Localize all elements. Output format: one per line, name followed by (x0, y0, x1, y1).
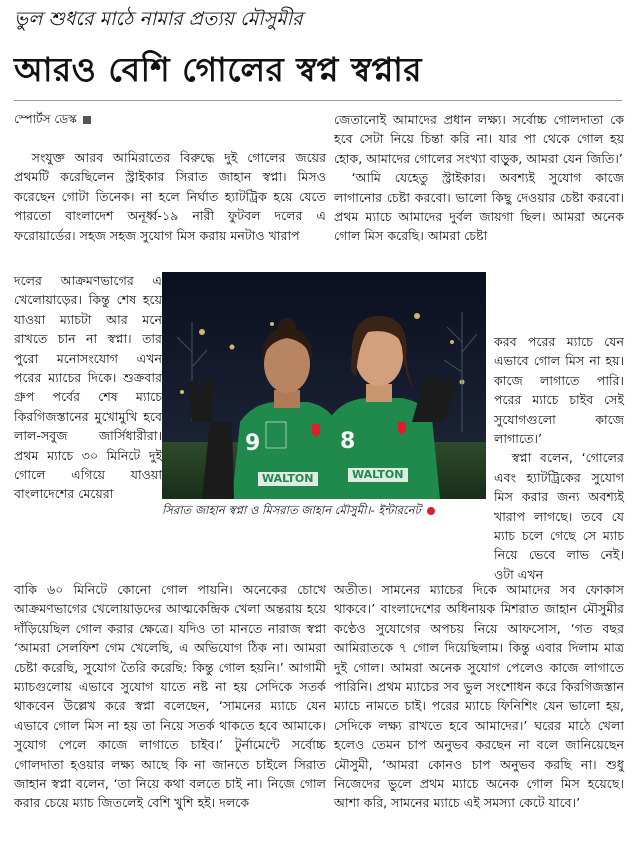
caption-dot-icon (427, 507, 435, 515)
photo-caption (162, 502, 486, 519)
column-2-top (334, 110, 624, 246)
headline: আরও বেশি গোলের স্বপ্ন স্বপ্নার (14, 50, 423, 89)
column-1-top (14, 148, 326, 245)
jersey-number-right: 8 (340, 429, 356, 454)
column-2-side (494, 332, 624, 584)
jersey-number-left: 9 (245, 431, 261, 456)
paragraph: অতীত। সামনের ম্যাচের দিকে আমাদের সব ফোকাস থাকবে।’ বাংলাদেশের অধিনায়ক মিশরাত জাহান মৌসুমীর কণ্ঠেও সুযোগের অপচয় নিয়ে আফসোস, ‘গত বছর আমিরাতকে ৭ গোল দিয়েছিলাম। কিন্তু এবার দিলাম মাত্র দুই গোল। আমরা অনেক সুযোগ পেলেও কাজে লাগাতে পারিনি। প্রথম ম্যাচের সব ভুল সংশোধন করে কিরগিজস্তান ম্যাচে নামতে চাই। পরের ম্যাচে ফিনিশিং যেন ভালো হয়, সেদিকে লক্ষ্য রাখতে হবে আমাদের।’ ঘরের মাঠে খেলা হলেও তেমন চাপ অনুভব করছেন না বলে জানিয়েছেন মৌসুমী, ‘আমরা কোনও চাপ অনুভব করছি না। শুধু নিজেদের ভুলে প্রথম ম্যাচে অনেক গোল মিস হয়েছে। আশা করি, সামনের ম্যাচে এই সমস্যা কেটে যাবে।’ (334, 582, 624, 811)
paragraph: বাকি ৬০ মিনিটে কোনো গোল পায়নি। অনেকের চোখে আক্রমণভাগের খেলোয়াড়দের আত্মকেন্দ্রিক খেলা অন্তরায় হয়ে দাঁড়িয়েছিল গোল করার ক্ষেত্রে। যদিও তা মানতে নারাজ স্বপ্না ‘আমরা সেলফিশ গেম খেলেছি, এ অভিযোগ ঠিক না। আমরা চেষ্টা করেছি, সুযোগ তৈরি করেছি: কিন্তু গোল হয়নি।’ আগামী ম্যাচগুলোয় এভাবে সুযোগ যাতে নষ্ট না হয় সেদিকে সতর্ক থাকবেন উল্লেখ করে স্বপ্না বলেছেন, ‘সামনের ম্যাচে যেন এভাবে গোল মিস না হয় তা নিয়ে সতর্ক থাকতে হবে আমাকে। সুযোগ পেলে কাজে লাগাতে চাইব।’ টুর্নামেন্টে সর্বোচ্চ গোলদাতা হওয়ার লক্ষ্য আছে কি না জানতে চাইলে সিরাত জাহান স্বপ্না বলেন, ‘তা নিয়ে কথা বলতে চাই না। নিজে গোল করার চেয়ে ম্যাচ জিতলেই বেশি খুশি হই। দলকে (14, 582, 326, 811)
column-1-side (14, 271, 162, 504)
column-1-bottom (14, 580, 326, 813)
sponsor-logo-right: WALTON (352, 468, 404, 481)
byline (14, 110, 91, 128)
paragraph: স্বপ্না বলেন, ‘গোলের এবং হ্যাটট্রিকের সুযোগ মিস করার জন্য অবশ্যই খারাপ লাগছে। তবে যে ম্যাচ চলে গেছে সে ম্যাচ নিয়ে ভেবে লাভ নেই। ওটা এখন (494, 450, 624, 582)
article-photo (162, 272, 486, 499)
players-photo (162, 272, 486, 499)
paragraph: দলের আক্রমণভাগের এ খেলোয়াড়ের। কিন্তু শেষ হয়ে যাওয়া ম্যাচটা আর মনে রাখতে চান না স্বপ্না। তার পুরো মনোসংযোগ এখন পরের ম্যাচের দিকে। শুক্রবার গ্রুপ পর্বের শেষ ম্যাচে কিরগিজস্তানের মুখোমুখি হবে লাল-সবুজ জার্সিধারীরা। প্রথম ম্যাচে ৩০ মিনিটে দুই গোলে এগিয়ে যাওয়া বাংলাদেশের মেয়েরা (14, 273, 162, 502)
paragraph: সংযুক্ত আরব আমিরাতের বিরুদ্ধে দুই গোলের জয়ের প্রথমটি করেছিলেন স্ট্রাইকার সিরাত জাহান স্বপ্না। মিসও করেছেন গোটা তিনেক। না হলে নির্ঘাত হ্যাটট্রিক হয়ে যেতে পারতো বাংলাদেশ অনূর্ধ্ব-১৯ নারী ফুটবল দলের এ ফরোয়ার্ডের। সহজ সহজ সুযোগ মিস করায় মনটাও খারাপ (14, 150, 326, 243)
column-2-bottom (334, 580, 624, 813)
paragraph: করব পরের ম্যাচে যেন এভাবে গোল মিস না হয়। কাজে লাগাতে পারি। পরের ম্যাচে চাইব সেই সুযোগগুলো কাজে লাগাতে।’ (494, 334, 624, 447)
headline-rule (14, 100, 622, 101)
caption-text: সিরাত জাহান স্বপ্না ও মিসরাত জাহান মৌসুমী।- ইন্টারনেট (162, 503, 421, 517)
sponsor-logo-left: WALTON (262, 472, 314, 485)
paragraph: ‘আমি যেহেতু স্ট্রাইকার। অবশ্যই সুযোগ কাজে লাগানোর চেষ্টা করবো। ভালো কিছু দেওয়ার চেষ্টা করবো। প্রথম ম্যাচে আমাদের দুর্বল জায়গা ছিল। আমরা অনেক গোল মিস করেছি। আমরা চেষ্টা (334, 170, 624, 244)
byline-text: স্পোর্টস ডেস্ক (14, 112, 77, 126)
byline-square-icon (83, 116, 91, 124)
paragraph: জেতানোই আমাদের প্রধান লক্ষ্য। সর্বোচ্চ গোলদাতা কে হবে সেটা নিয়ে চিন্তা করি না। যার পা থেকে গোল হয় হোক, আমাদের গোলের সংখ্যা বাড়ুক, আমরা যেন জিতি।’ (334, 112, 624, 166)
kicker: ভুল শুধরে মাঠে নামার প্রত্যয় মৌসুমীর (14, 8, 303, 30)
